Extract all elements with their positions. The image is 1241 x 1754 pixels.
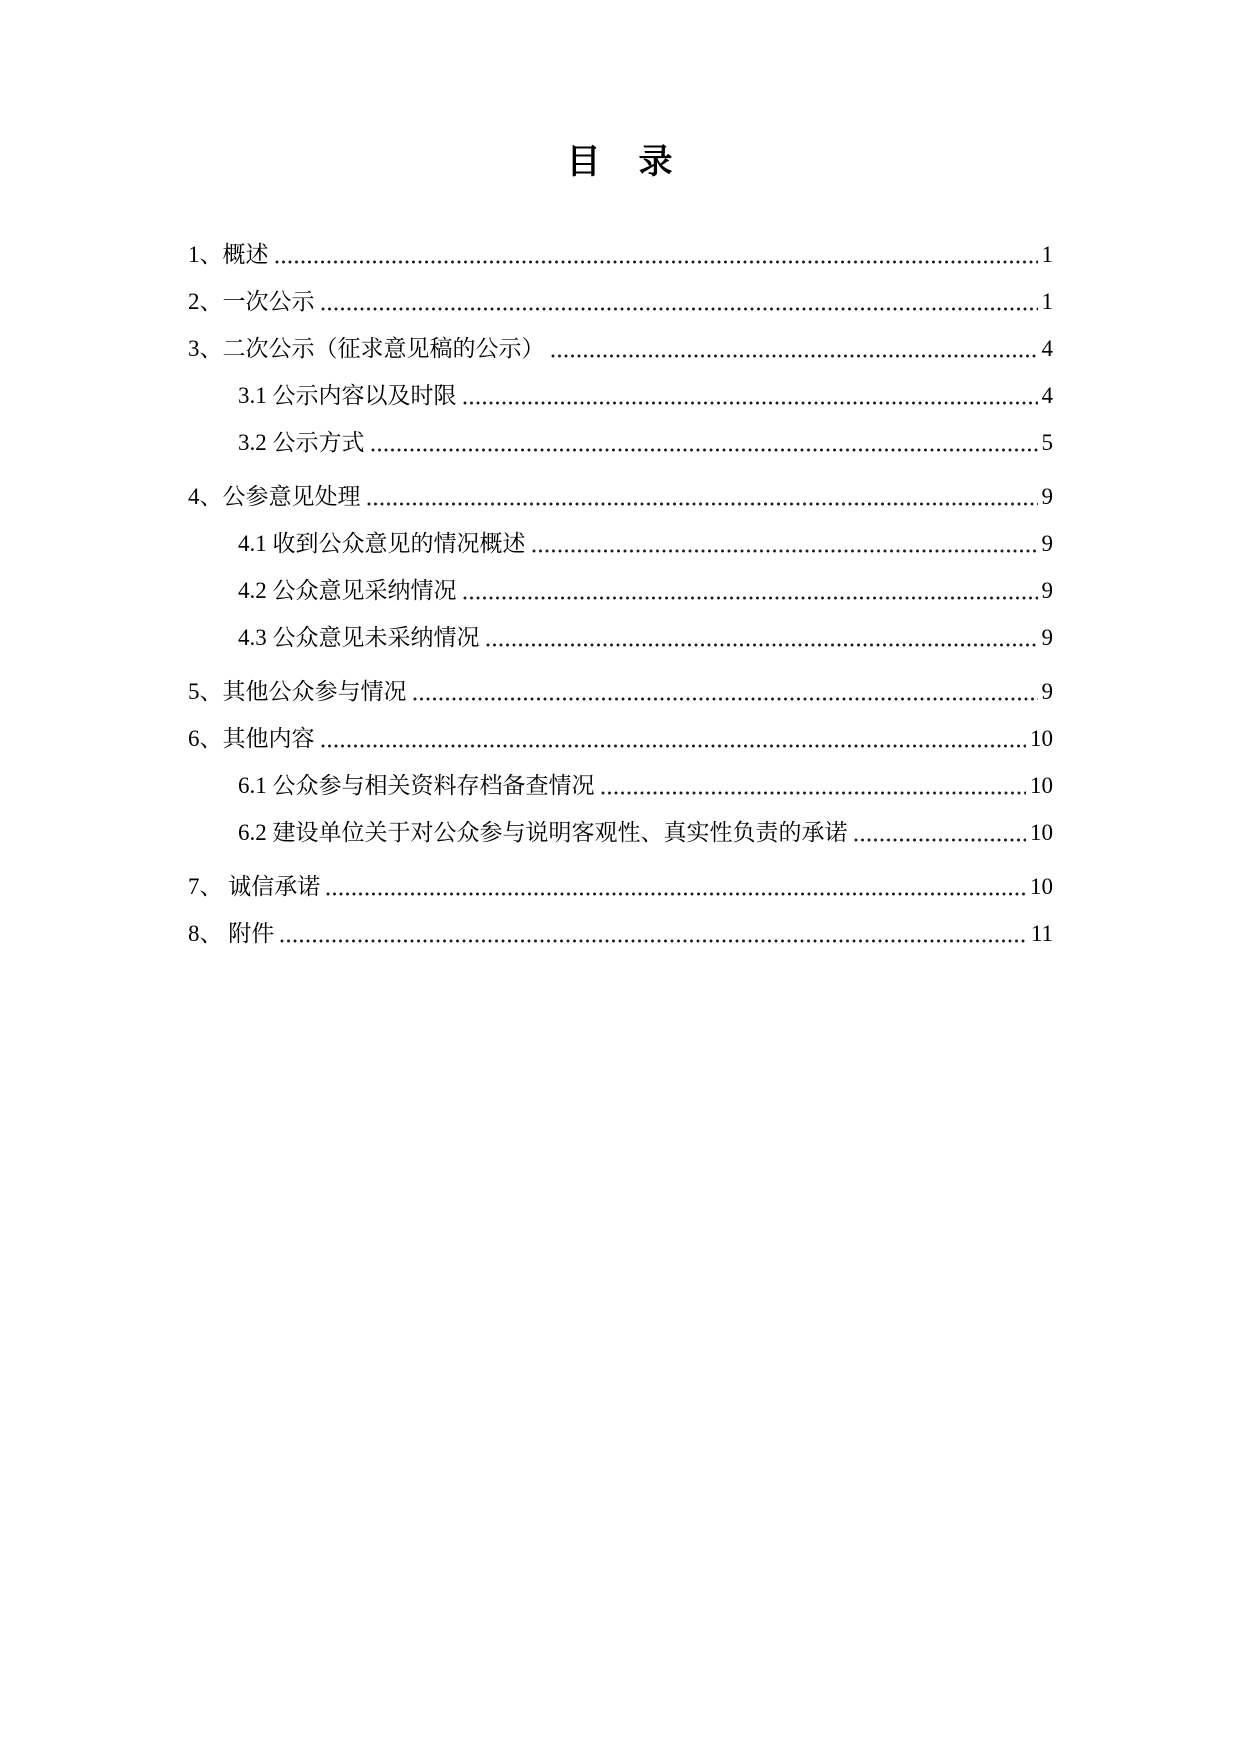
toc-entry-3 — [188, 320, 1053, 367]
toc-dot-leader — [321, 744, 1027, 748]
table-of-contents — [188, 226, 1053, 952]
toc-entry-4-3 — [188, 609, 1053, 656]
toc-dot-leader — [275, 260, 1038, 264]
toc-entry-page: 9 — [1041, 577, 1053, 603]
toc-entry-label: 3.2 公示方式 — [238, 429, 365, 455]
toc-entry-label: 4.3 公众意见未采纳情况 — [238, 624, 480, 650]
toc-dot-leader — [463, 596, 1038, 600]
toc-content — [0, 140, 1241, 952]
toc-entry-page: 10 — [1030, 725, 1053, 751]
toc-dot-leader — [413, 697, 1038, 701]
toc-entry-label: 6.2 建设单位关于对公众参与说明客观性、真实性负责的承诺 — [238, 819, 848, 845]
toc-entry-label: 8、 附件 — [188, 920, 275, 946]
toc-entry-page: 9 — [1041, 678, 1053, 704]
toc-entry-page: 9 — [1041, 624, 1053, 650]
toc-dot-leader — [532, 549, 1038, 553]
toc-dot-leader — [367, 502, 1038, 506]
toc-entry-6 — [188, 710, 1053, 757]
toc-dot-leader — [601, 791, 1027, 795]
toc-entry-7 — [188, 858, 1053, 905]
toc-entry-3-2 — [188, 414, 1053, 461]
toc-entry-page: 5 — [1041, 429, 1053, 455]
toc-entry-page: 10 — [1030, 819, 1053, 845]
toc-entry-8 — [188, 905, 1053, 952]
toc-entry-1 — [188, 226, 1053, 273]
toc-entry-page: 1 — [1041, 288, 1053, 314]
toc-entry-2 — [188, 273, 1053, 320]
toc-entry-label: 4.1 收到公众意见的情况概述 — [238, 530, 526, 556]
toc-entry-label: 4.2 公众意见采纳情况 — [238, 577, 457, 603]
toc-entry-label: 7、 诚信承诺 — [188, 873, 321, 899]
toc-entry-label: 6、其他内容 — [188, 725, 315, 751]
toc-entry-page: 1 — [1041, 241, 1053, 267]
toc-entry-label: 5、其他公众参与情况 — [188, 678, 407, 704]
toc-entry-label: 4、公参意见处理 — [188, 483, 361, 509]
toc-dot-leader — [551, 354, 1038, 358]
toc-entry-3-1 — [188, 367, 1053, 414]
toc-entry-label: 2、一次公示 — [188, 288, 315, 314]
toc-dot-leader — [371, 448, 1038, 452]
toc-entry-6-1 — [188, 757, 1053, 804]
toc-entry-5 — [188, 663, 1053, 710]
toc-entry-4 — [188, 468, 1053, 515]
toc-entry-page: 9 — [1041, 530, 1053, 556]
toc-entry-page: 10 — [1030, 873, 1053, 899]
toc-dot-leader — [321, 307, 1038, 311]
toc-entry-label: 3.1 公示内容以及时限 — [238, 382, 457, 408]
toc-entry-6-2 — [188, 804, 1053, 851]
toc-dot-leader — [326, 892, 1026, 896]
page-title: 目 录 — [566, 144, 675, 181]
toc-entry-page: 9 — [1041, 483, 1053, 509]
toc-entry-page: 11 — [1030, 920, 1053, 946]
toc-entry-label: 6.1 公众参与相关资料存档备查情况 — [238, 772, 595, 798]
toc-entry-label: 3、二次公示（征求意见稿的公示） — [188, 335, 545, 361]
toc-entry-page: 4 — [1041, 335, 1053, 361]
toc-entry-page: 4 — [1041, 382, 1053, 408]
toc-entry-label: 1、概述 — [188, 241, 269, 267]
toc-entry-page: 10 — [1030, 772, 1053, 798]
toc-entry-4-1 — [188, 515, 1053, 562]
toc-dot-leader — [486, 643, 1038, 647]
toc-entry-4-2 — [188, 562, 1053, 609]
toc-dot-leader — [854, 838, 1027, 842]
toc-dot-leader — [463, 401, 1038, 405]
toc-dot-leader — [280, 939, 1027, 943]
